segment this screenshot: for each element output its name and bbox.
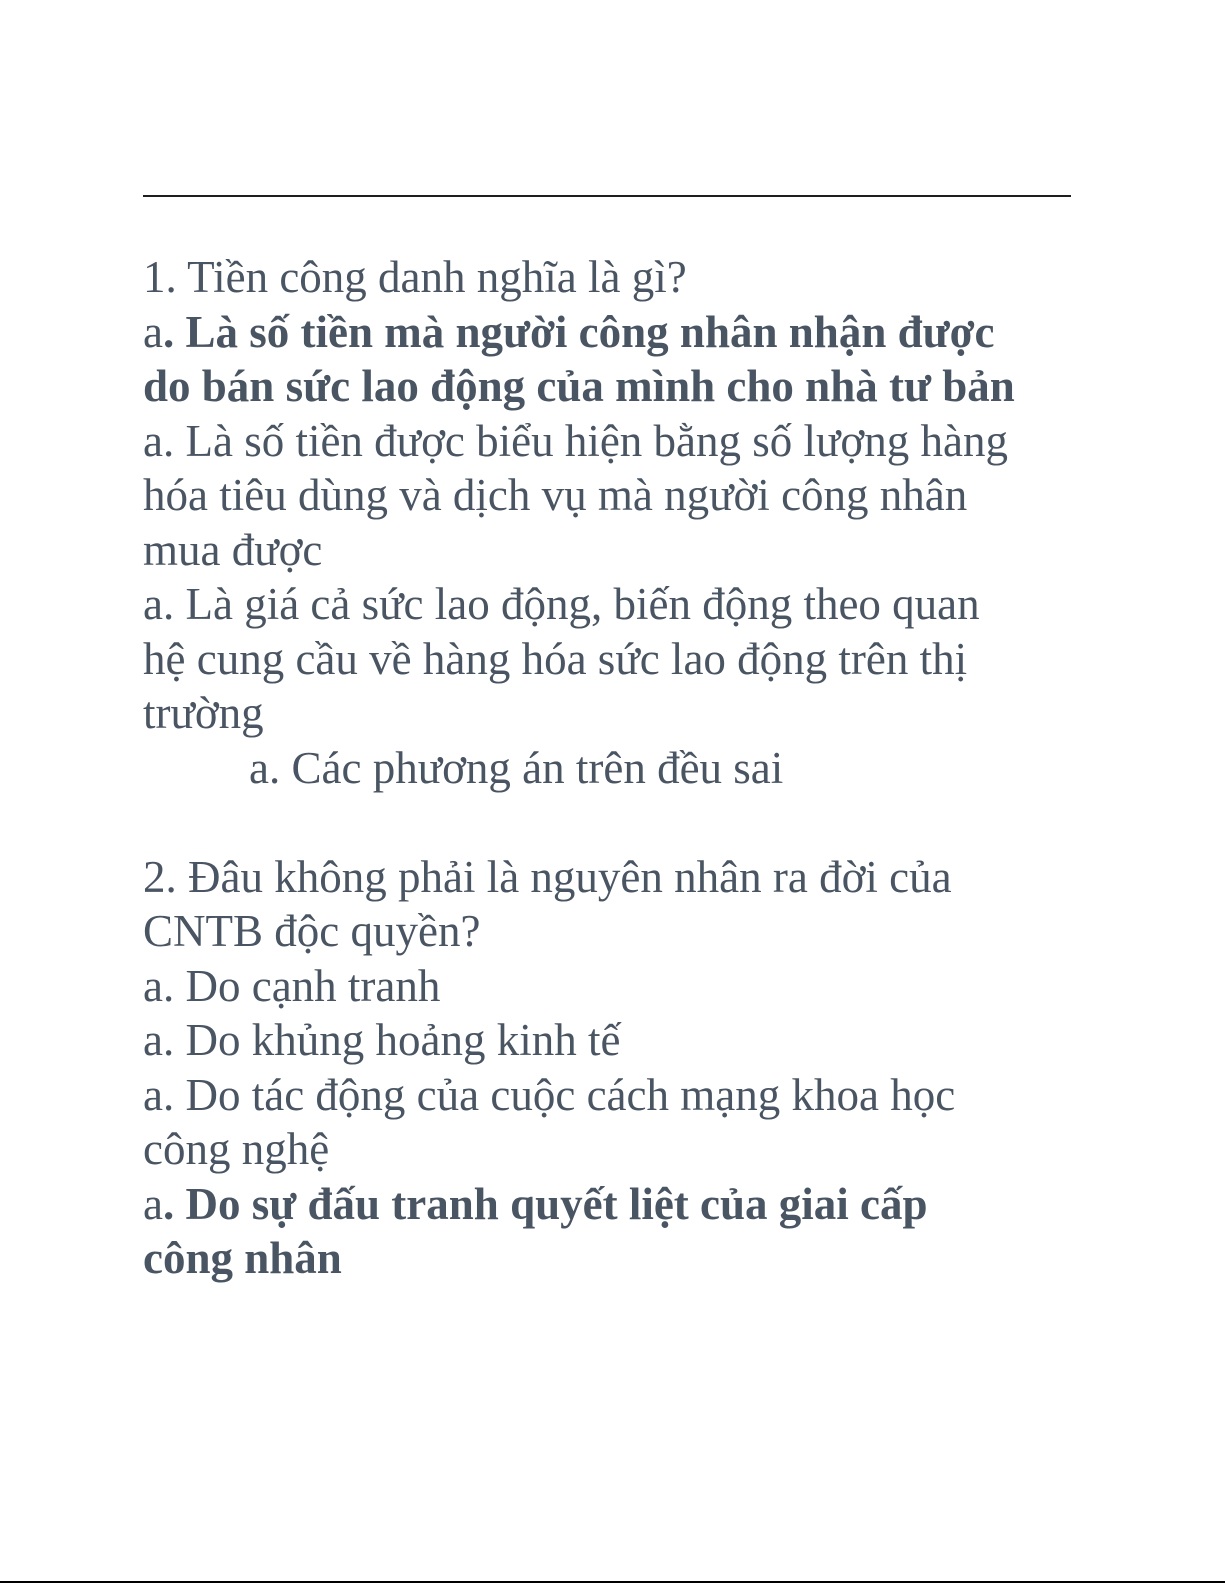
option-prefix: a	[143, 306, 163, 357]
question-text: CNTB độc quyền?	[143, 906, 481, 956]
option-text: trường	[143, 688, 264, 738]
answer-option	[143, 741, 1073, 796]
question-text: 2. Đâu không phải là nguyên nhân ra đời của	[143, 851, 952, 902]
option-text: . Các phương án trên đều sai	[268, 742, 784, 793]
option-text: mua được	[143, 524, 323, 575]
option-text: hóa tiêu dùng và dịch vụ mà người công nhân	[143, 470, 968, 520]
option-prefix: a	[249, 742, 269, 793]
option-text: . Do khủng hoảng kinh tế	[162, 1015, 621, 1065]
option-text: . Là giá cả sức lao động, biến động theo quan	[162, 579, 980, 629]
option-text: . Là số tiền mà người công nhân nhận được	[162, 306, 995, 357]
answer-option-correct	[143, 1177, 1073, 1286]
answer-option	[143, 1013, 1073, 1068]
option-prefix: a	[143, 1178, 163, 1229]
option-text: công nghệ	[143, 1124, 330, 1174]
option-text: . Do cạnh tranh	[162, 960, 441, 1011]
answer-option	[143, 959, 1073, 1014]
option-text: hệ cung cầu về hàng hóa sức lao động trên thị	[143, 633, 968, 684]
quiz-content	[143, 250, 1073, 1286]
option-text: công nhân	[143, 1233, 342, 1283]
option-prefix: a	[143, 960, 163, 1011]
answer-option	[143, 1068, 1073, 1177]
option-prefix: a	[143, 579, 163, 629]
answer-option-correct	[143, 305, 1073, 414]
question-2	[143, 850, 1073, 1286]
answer-option	[143, 414, 1073, 578]
option-text: . Do sự đấu tranh quyết liệt của giai cấp	[162, 1178, 928, 1229]
header-divider	[143, 195, 1071, 197]
page-bottom-edge	[0, 1581, 1225, 1583]
option-prefix: a	[143, 1069, 163, 1120]
option-text: do bán sức lao động của mình cho nhà tư bản	[143, 361, 1015, 411]
option-text: . Là số tiền được biểu hiện bằng số lượng hàng	[162, 415, 1008, 466]
spacer	[143, 795, 1073, 850]
question-text: 1. Tiền công danh nghĩa là gì?	[143, 252, 687, 302]
option-text: . Do tác động của cuộc cách mạng khoa học	[162, 1069, 956, 1120]
answer-option	[143, 577, 1073, 741]
option-prefix: a	[143, 415, 163, 466]
question-1	[143, 250, 1073, 795]
option-prefix: a	[143, 1015, 163, 1065]
